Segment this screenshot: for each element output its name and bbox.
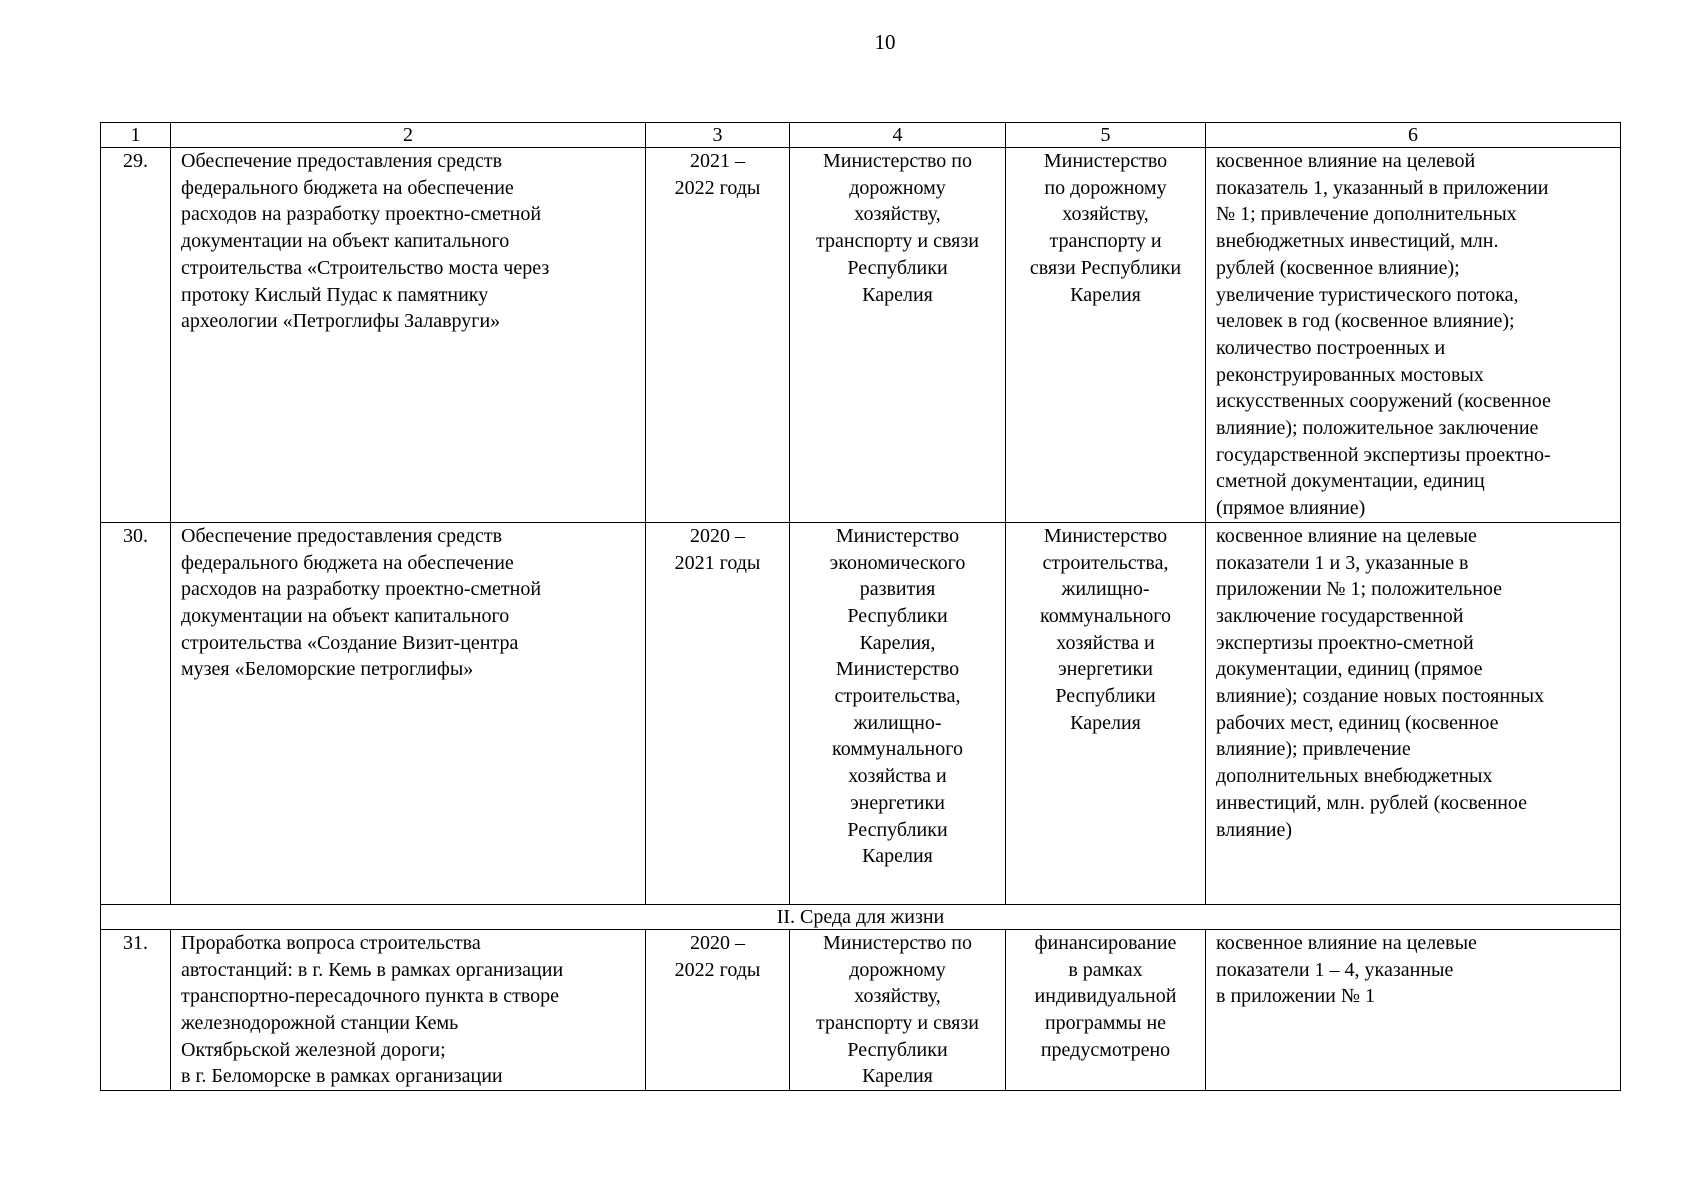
cell-text-line: Республики <box>847 256 948 279</box>
cell-text-line: Проработка вопроса строительства <box>181 931 481 954</box>
cell-text-line: коммунального <box>1040 604 1171 627</box>
cell-text-line: федерального бюджета на обеспечение <box>181 176 514 199</box>
cell-text-line: экономического <box>829 551 966 574</box>
cell-text-line: финансирование <box>1034 931 1177 954</box>
period-cell <box>646 522 790 904</box>
coexecutor-cell <box>1006 522 1206 904</box>
cell-text-line: внебюджетных инвестиций, млн. <box>1216 230 1499 253</box>
cell-text-line: рублей (косвенное влияние); <box>1216 256 1460 279</box>
cell-text-line: автостанций: в г. Кемь в рамках организации <box>181 958 564 981</box>
column-number: 5 <box>1006 123 1206 148</box>
cell-text-line: Обеспечение предоставления средств <box>181 524 503 547</box>
page-number: 10 <box>874 30 896 54</box>
cell-text-line: дорожному <box>849 958 946 981</box>
cell-text-line: Карелия <box>862 845 933 868</box>
cell-text-line: Министерство <box>835 658 960 681</box>
column-number: 1 <box>101 123 171 148</box>
cell-text-line: железнодорожной станции Кемь <box>181 1011 459 1034</box>
cell-text-line: влияние); привлечение <box>1216 738 1411 761</box>
cell-text-line: (прямое влияние) <box>1216 497 1366 520</box>
cell-text-line: транспорту и связи <box>816 1011 979 1034</box>
coexecutor-cell <box>1006 148 1206 523</box>
cell-text-line: Республики <box>847 1038 948 1061</box>
column-number: 4 <box>790 123 1006 148</box>
cell-text-line: Обеспечение предоставления средств <box>181 150 503 172</box>
cell-text-line: 2022 годы <box>674 958 761 981</box>
cell-text-line: косвенное влияние на целевые <box>1216 524 1477 547</box>
cell-text-line: показатель 1, указанный в приложении <box>1216 176 1549 199</box>
cell-text-line: Карелия <box>862 283 933 306</box>
cell-text-line: транспорту и <box>1049 230 1162 253</box>
cell-text-line: Октябрьской железной дороги; <box>181 1038 446 1061</box>
cell-text-line: Республики <box>1055 685 1156 708</box>
effect-cell <box>1206 522 1621 904</box>
cell-text-line: дорожному <box>849 176 946 199</box>
responsible-cell <box>790 929 1006 1090</box>
responsible-cell <box>790 148 1006 523</box>
section-row <box>101 904 1621 929</box>
cell-text-line: транспортно-пересадочного пункта в створе <box>181 985 560 1008</box>
measure-cell <box>171 522 646 904</box>
cell-text-line: человек в год (косвенное влияние); <box>1216 310 1515 333</box>
cell-text-line: документации, единиц (прямое <box>1216 658 1483 681</box>
cell-text-line: влияние) <box>1216 818 1293 841</box>
cell-text-line: программы не <box>1044 1011 1167 1034</box>
cell-text-line: Карелия, <box>859 631 936 654</box>
table-row <box>101 929 1621 1090</box>
cell-text-line: 2021 – <box>690 150 745 172</box>
cell-text-line: 2020 – <box>690 524 745 547</box>
cell-text-line: искусственных сооружений (косвенное <box>1216 390 1551 413</box>
cell-text-line: строительства «Строительство моста через <box>181 256 550 279</box>
row-number: 30. <box>101 522 171 904</box>
cell-text-line: количество построенных и <box>1216 336 1446 359</box>
cell-text-line: по дорожному <box>1044 176 1167 199</box>
column-number: 6 <box>1206 123 1621 148</box>
cell-text-line: № 1; привлечение дополнительных <box>1216 203 1517 226</box>
cell-text-line: документации на объект капитального <box>181 604 510 627</box>
cell-text-line: расходов на разработку проектно-сметной <box>181 578 542 601</box>
cell-text-line: протоку Кислый Пудас к памятнику <box>181 283 489 306</box>
cell-text-line: хозяйства и <box>848 765 947 788</box>
cell-text-line: инвестиций, млн. рублей (косвенное <box>1216 791 1528 814</box>
cell-text-line: жилищно- <box>853 711 942 734</box>
row-number: 29. <box>101 148 171 523</box>
cell-text-line: Министерство <box>835 524 960 547</box>
cell-text-line: рабочих мест, единиц (косвенное <box>1216 711 1499 734</box>
period-cell <box>646 148 790 523</box>
cell-text-line: Карелия <box>1070 283 1141 306</box>
cell-text-line: федерального бюджета на обеспечение <box>181 551 514 574</box>
cell-text-line: Карелия <box>1070 711 1141 734</box>
column-number: 3 <box>646 123 790 148</box>
cell-text-line: в рамках <box>1068 958 1143 981</box>
row-number: 31. <box>101 929 171 1090</box>
table-row <box>101 522 1621 904</box>
cell-text-line: сметной документации, единиц <box>1216 470 1485 493</box>
cell-text-line: дополнительных внебюджетных <box>1216 765 1493 788</box>
cell-text-line: государственной экспертизы проектно- <box>1216 443 1551 466</box>
cell-text-line: 2021 годы <box>674 551 761 574</box>
cell-text-line: энергетики <box>1058 658 1153 681</box>
cell-text-line: экспертизы проектно-сметной <box>1216 631 1474 654</box>
section-title: II. Среда для жизни <box>101 904 1621 929</box>
cell-text-line: косвенное влияние на целевой <box>1216 150 1476 172</box>
cell-text-line: косвенное влияние на целевые <box>1216 931 1477 954</box>
measures-table <box>100 122 1621 1091</box>
cell-text-line: строительства «Создание Визит-центра <box>181 631 519 654</box>
responsible-cell <box>790 522 1006 904</box>
cell-text-line: энергетики <box>850 791 945 814</box>
cell-text-line: Республики <box>847 818 948 841</box>
cell-text-line: музея «Беломорские петроглифы» <box>181 658 474 681</box>
cell-text-line: индивидуальной <box>1034 985 1177 1008</box>
cell-text-line: документации на объект капитального <box>181 230 510 253</box>
cell-text-line: заключение государственной <box>1216 604 1464 627</box>
cell-text-line: хозяйству, <box>854 985 941 1008</box>
cell-text-line: жилищно- <box>1061 578 1150 601</box>
cell-text-line: показатели 1 – 4, указанные <box>1216 958 1454 981</box>
cell-text-line: увеличение туристического потока, <box>1216 283 1519 306</box>
effect-cell <box>1206 929 1621 1090</box>
cell-text-line: хозяйства и <box>1056 631 1155 654</box>
cell-text-line: Республики <box>847 604 948 627</box>
measure-cell <box>171 929 646 1090</box>
coexecutor-cell <box>1006 929 1206 1090</box>
cell-text-line: в г. Беломорске в рамках организации <box>181 1065 503 1088</box>
effect-cell <box>1206 148 1621 523</box>
cell-text-line: влияние); положительное заключение <box>1216 417 1539 440</box>
cell-text-line: Карелия <box>862 1065 933 1088</box>
cell-text-line: показатели 1 и 3, указанные в <box>1216 551 1469 574</box>
cell-text-line: связи Республики <box>1029 256 1182 279</box>
cell-text-line: приложении № 1; положительное <box>1216 578 1503 601</box>
cell-text-line: Министерство по <box>822 931 972 954</box>
cell-text-line: Министерство <box>1043 150 1168 172</box>
cell-text-line: развития <box>859 578 936 601</box>
cell-text-line: строительства, <box>834 685 961 708</box>
cell-text-line: коммунального <box>832 738 963 761</box>
cell-text-line: Министерство <box>1043 524 1168 547</box>
cell-text-line: хозяйству, <box>1062 203 1149 226</box>
cell-text-line: археологии «Петроглифы Залавруги» <box>181 310 501 333</box>
column-number-row <box>101 123 1621 148</box>
cell-text-line: расходов на разработку проектно-сметной <box>181 203 542 226</box>
table-row <box>101 148 1621 523</box>
cell-text-line: 2020 – <box>690 931 745 954</box>
cell-text-line: в приложении № 1 <box>1216 985 1375 1008</box>
column-number: 2 <box>171 123 646 148</box>
cell-text-line: хозяйству, <box>854 203 941 226</box>
measure-cell <box>171 148 646 523</box>
cell-text-line: влияние); создание новых постоянных <box>1216 685 1545 708</box>
cell-text-line: строительства, <box>1042 551 1169 574</box>
period-cell <box>646 929 790 1090</box>
cell-text-line: реконструированных мостовых <box>1216 363 1484 386</box>
cell-text-line: предусмотрено <box>1040 1038 1171 1061</box>
cell-text-line: 2022 годы <box>674 176 761 199</box>
cell-text-line: Министерство по <box>822 150 972 172</box>
cell-text-line: транспорту и связи <box>816 230 979 253</box>
